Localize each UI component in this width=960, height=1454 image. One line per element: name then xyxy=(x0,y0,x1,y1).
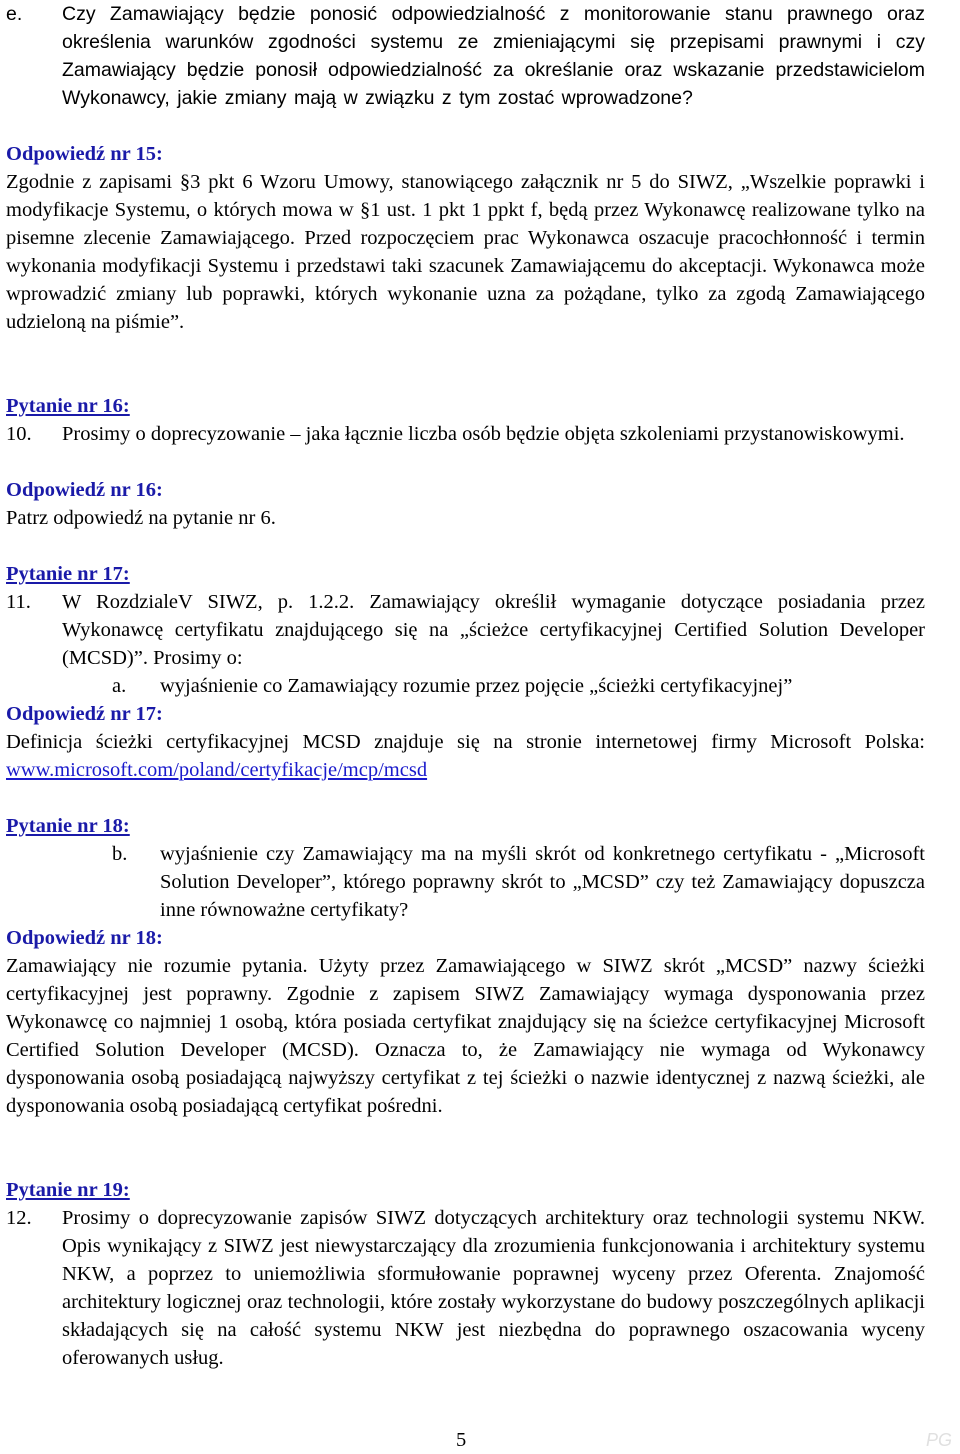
item-number: 11. xyxy=(6,591,31,613)
question-19-heading: Pytanie nr 19: xyxy=(6,1179,130,1201)
question-18-heading: Pytanie nr 18: xyxy=(6,815,130,837)
question-17-subitem xyxy=(112,672,925,700)
answer-18-heading: Odpowiedź nr 18: xyxy=(6,927,163,949)
subitem-letter: b. xyxy=(112,843,128,865)
answer-16-text: Patrz odpowiedź na pytanie nr 6. xyxy=(6,507,276,529)
watermark: PG xyxy=(926,1430,953,1450)
question-17-item xyxy=(6,588,925,672)
item-number: e. xyxy=(6,3,23,25)
item-text: Prosimy o doprecyzowanie – jaka łącznie liczba osób będzie objęta szkoleniami przystanowiskowymi. xyxy=(62,423,905,445)
answer-17-body xyxy=(6,728,925,784)
item-text: Prosimy o doprecyzowanie zapisów SIWZ dotyczących architektury oraz technologii systemu NKW. Opis wynikający z SIWZ jest niewystarczający dla zrozumienia funkcjonowania i architektury systemu NKW, a poprzez to uniemożliwia sformułowanie poprawnej wyceny przez Oferenta. Znajomość architektury logicznej oraz technologii, które zostały wykorzystane do budowy poszczególnych aplikacji składających się na całość systemu NKW jest niezbędna do poprawnego oszacowania wyceny oferowanych usług. xyxy=(62,1207,925,1369)
answer-17-heading: Odpowiedź nr 17: xyxy=(6,703,163,725)
answer-15-heading: Odpowiedź nr 15: xyxy=(6,143,163,165)
item-text: Czy Zamawiający będzie ponosić odpowiedzialność z monitorowanie stanu prawnego oraz określenia warunków zgodności systemu ze zmieniającymi się przepisami prawnymi i czy Zamawiający będzie ponosił odpowiedzialność za określanie oraz wskazanie przedstawicielom Wykonawcy, jakie zmiany mają w związku z tym zostać wprowadzone? xyxy=(62,3,925,109)
question-17-heading: Pytanie nr 17: xyxy=(6,563,130,585)
answer-18-text: Zamawiający nie rozumie pytania. Użyty przez Zamawiającego w SIWZ skrót „MCSD” nazwy ścieżki certyfikacyjnej jest poprawny. Zgodnie z zapisem SIWZ Zamawiający wymaga dysponowania przez Wykonawcę co najmniej 1 osobą, która posiada certyfikat znajdujący się na ścieżce certyfikacyjnej Microsoft Certified Solution Developer (MCSD). Oznacza to, że Zamawiający nie wymaga od Wykonawcy dysponowania osobą posiadającą najwyższy certyfikat z tej ścieżki o nazwie identycznej z nazwą ścieżki, ale dysponowania osobą posiadającą certyfikat pośredni. xyxy=(6,955,925,1117)
answer-16-heading: Odpowiedź nr 16: xyxy=(6,479,163,501)
page-number: 5 xyxy=(456,1429,467,1451)
item-number: 10. xyxy=(6,423,32,445)
question-19-item xyxy=(6,1204,925,1372)
item-text: W RozdzialeV SIWZ, p. 1.2.2. Zamawiający określił wymaganie dotyczące posiadania przez Wykonawcę certyfikatu znajdującego się na „ścieżce certyfikacyjnej Certified Solution Developer (MCSD)”. Prosimy o: xyxy=(62,591,925,669)
answer-17-text: Definicja ścieżki certyfikacyjnej MCSD znajduje się na stronie internetowej firmy Microsoft Polska: xyxy=(6,731,925,753)
question-18-subitem xyxy=(112,840,925,924)
item-number: 12. xyxy=(6,1207,32,1229)
subitem-text: wyjaśnienie co Zamawiający rozumie przez pojęcie „ścieżki certyfikacyjnej” xyxy=(160,675,793,697)
question-16-heading: Pytanie nr 16: xyxy=(6,395,130,417)
subitem-letter: a. xyxy=(112,675,127,697)
question-16-item xyxy=(6,420,925,448)
answer-15-text: Zgodnie z zapisami §3 pkt 6 Wzoru Umowy, stanowiącego załącznik nr 5 do SIWZ, „Wszelkie poprawki i modyfikacje Systemu, o których mowa w §1 ust. 1 pkt 1 ppkt f, będą przez Wykonawcę realizowane tylko na pisemne zlecenie Zamawiającego. Przed rozpoczęciem prac Wykonawca oszacuje pracochłonność i termin wykonania modyfikacji Systemu i przedstawi taki szacunek Zamawiającemu do akceptacji. Wykonawca może wprowadzić zmiany lub poprawki, których wykonanie uzna za pożądane, tylko za zgodą Zamawiającego udzieloną na piśmie”. xyxy=(6,171,925,333)
question-item-e xyxy=(6,0,925,112)
subitem-text: wyjaśnienie czy Zamawiający ma na myśli skrót od konkretnego certyfikatu - „Microsoft Solution Developer”, którego poprawny skrót to „MCSD” czy też Zamawiający dopuszcza inne równoważne certyfikaty? xyxy=(160,843,925,921)
microsoft-certification-link[interactable]: www.microsoft.com/poland/certyfikacje/mcp/mcsd xyxy=(6,759,428,781)
